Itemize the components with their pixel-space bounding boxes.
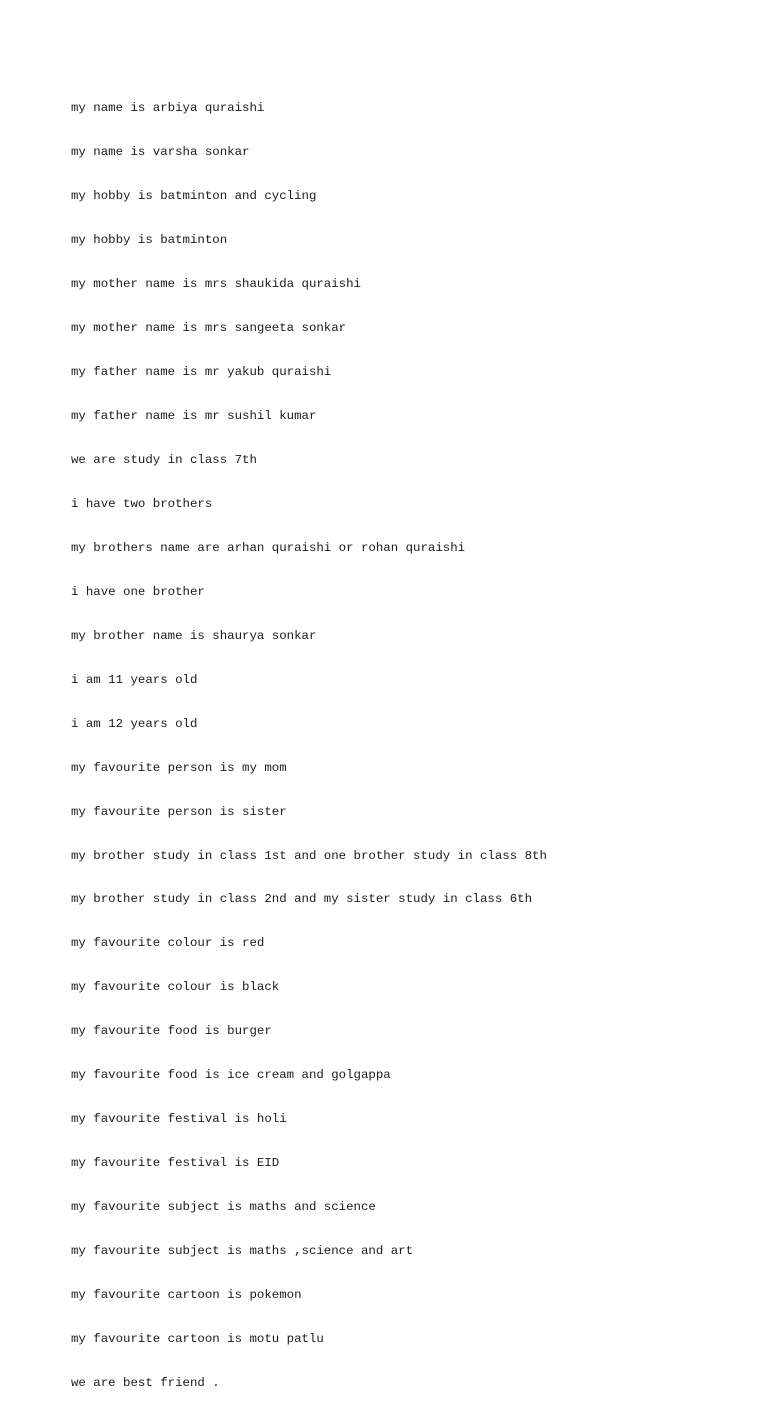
text-line: my favourite colour is black: [71, 980, 280, 995]
text-line: my name is arbiya quraishi: [71, 101, 265, 116]
text-line: my favourite person is my mom: [71, 760, 287, 775]
text-line: my brother study in class 2nd and my sister study in class 6th: [71, 892, 533, 907]
text-line: i am 11 years old: [71, 672, 198, 687]
text-line: i am 12 years old: [71, 716, 198, 731]
text-line: my mother name is mrs shaukida quraishi: [71, 277, 361, 292]
text-line: my favourite subject is maths and science: [71, 1200, 376, 1215]
text-line: my name is varsha sonkar: [71, 145, 250, 160]
text-line: my brothers name are arhan quraishi or rohan quraishi: [71, 540, 466, 555]
text-line: my brother name is shaurya sonkar: [71, 628, 317, 643]
text-line: my favourite cartoon is pokemon: [71, 1288, 302, 1303]
text-line: my favourite festival is holi: [71, 1112, 287, 1127]
document-text: [71, 72, 547, 1420]
text-line: my hobby is batminton: [71, 233, 228, 248]
text-line: my favourite food is ice cream and golgappa: [71, 1068, 391, 1083]
text-line: i have one brother: [71, 584, 205, 599]
text-line: my favourite subject is maths ,science and art: [71, 1244, 414, 1259]
text-line: my father name is mr yakub quraishi: [71, 365, 332, 380]
text-line: my favourite festival is EID: [71, 1156, 280, 1171]
text-line: we are study in class 7th: [71, 452, 257, 467]
text-line: my favourite cartoon is motu patlu: [71, 1332, 324, 1346]
text-line: my mother name is mrs sangeeta sonkar: [71, 321, 347, 336]
text-line: my hobby is batminton and cycling: [71, 189, 317, 204]
text-line: we are best friend .: [71, 1375, 220, 1390]
text-line: my brother study in class 1st and one brother study in class 8th: [71, 848, 547, 863]
text-line: my favourite person is sister: [71, 804, 287, 819]
text-line: my favourite food is burger: [71, 1024, 272, 1039]
text-line: my favourite colour is red: [71, 936, 265, 951]
text-line: my father name is mr sushil kumar: [71, 408, 317, 423]
text-line: i have two brothers: [71, 496, 213, 511]
